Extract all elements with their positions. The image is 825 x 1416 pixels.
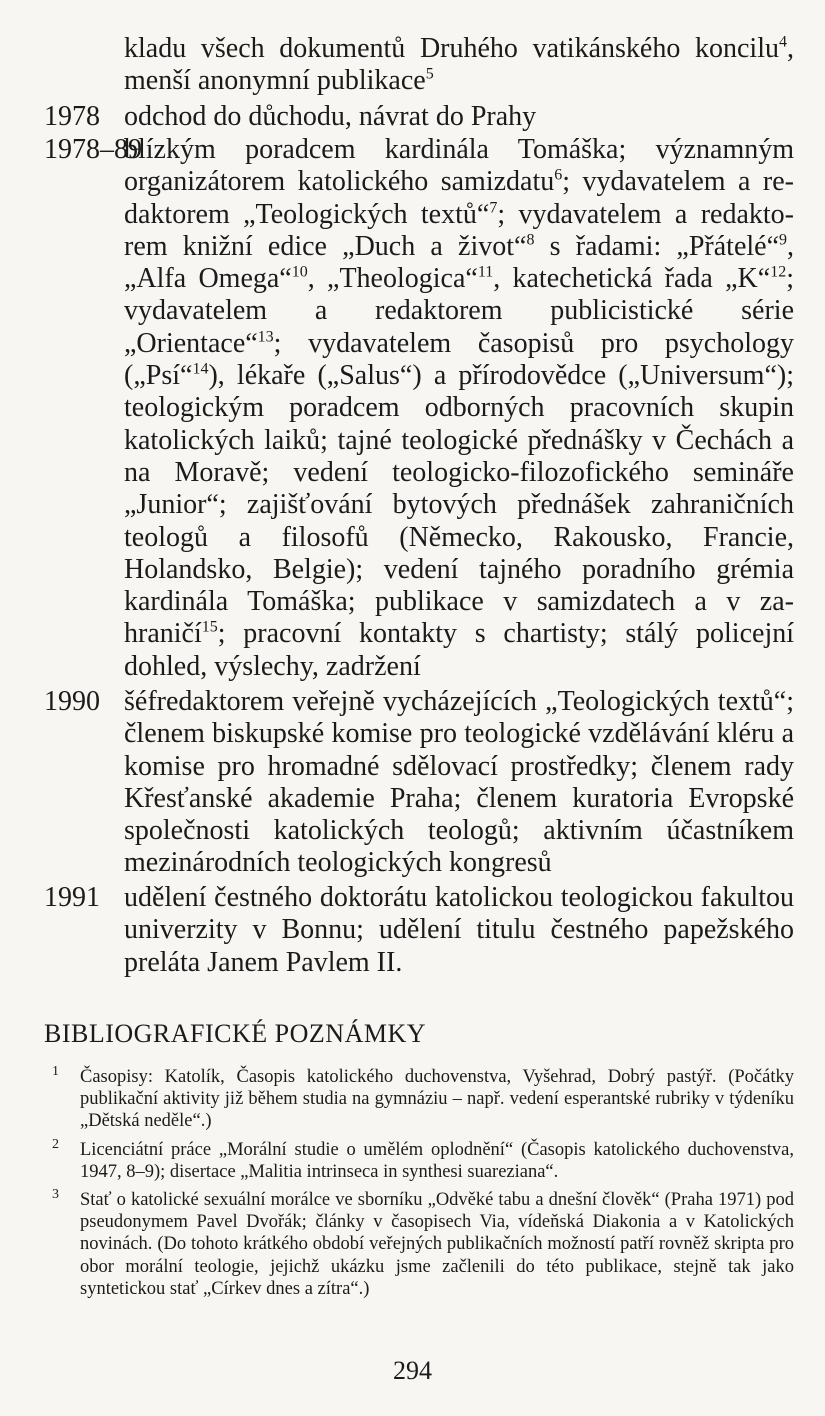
text-run: s řadami: „Přátelé“ <box>534 230 780 262</box>
note-reference: 14 <box>192 360 209 378</box>
note-reference: 7 <box>489 199 498 217</box>
footnote-text: Časopisy: Katolík, Časopis katolického duchovenstva, Vyšehrad, Dobrý pastýř. (Počátky publikační aktivity již během studia na gymnáziu – např. vedení esperantské rubriky v týdeníku „Dětská neděle“.) <box>80 1067 794 1132</box>
entry-year: 1991 <box>44 882 100 913</box>
text-run: šéfredaktorem veřejně vycházejících „Teologických textů“; členem biskupské komise pro teologické vzdělávání kléru a komise pro hromadné sdělovací prostředky; členem rady Křesťanské akademie Praha; členem kuratoria Evropské společnosti katolických teologů; aktivním účastníkem mezinárodních teologických kongresů <box>124 686 794 879</box>
note-reference: 6 <box>554 166 563 184</box>
footnote <box>52 1189 794 1300</box>
text-run: ; vydavatelem časopisů pro psychology („Psí“ <box>124 327 794 392</box>
entry-text <box>124 33 794 98</box>
note-reference: 8 <box>526 231 535 249</box>
footnotes <box>52 1066 794 1306</box>
note-reference: 9 <box>779 231 788 249</box>
note-reference: 5 <box>425 65 434 83</box>
entry-year: 1990 <box>44 686 100 717</box>
entry-text <box>124 134 794 683</box>
footnote-number: 2 <box>52 1136 59 1152</box>
text-run: udělení čestného doktorátu katolickou teologickou fakultou univerzity v Bonnu; udělení titulu čestného papežského preláta Janem Pavlem II. <box>124 882 794 978</box>
note-reference: 13 <box>257 328 274 346</box>
text-run: , „Alfa Omega“ <box>124 230 795 295</box>
entry-year: 1978 <box>44 101 100 132</box>
section-heading: BIBLIOGRAFICKÉ POZNÁMKY <box>44 1019 427 1048</box>
note-reference: 10 <box>291 263 308 281</box>
text-run: , menší anonymní publikace <box>124 33 794 97</box>
entry-year: 1978–89 <box>44 134 142 165</box>
text-run: kladu všech dokumentů Druhého vatikánského koncilu <box>124 33 779 64</box>
text-run: ; vydavatelem a redaktorem knižní edice „Duch a život“ <box>124 198 794 262</box>
footnote-number: 1 <box>52 1064 59 1079</box>
chronology-entry-1978 <box>44 101 794 133</box>
footnote <box>52 1136 794 1183</box>
note-reference: 11 <box>477 263 494 281</box>
footnote-number: 3 <box>52 1187 59 1203</box>
note-reference: 15 <box>201 619 218 637</box>
text-run: ; vydavatelem a redaktorem publicistické série „Orientace“ <box>124 263 794 359</box>
note-reference: 12 <box>770 263 787 281</box>
entry-text <box>124 686 794 880</box>
chronology-entry-continuation <box>44 33 794 98</box>
text-run: ; pracovní kontakty s chartisty; stálý policejní dohled, výslechy, zadržení <box>124 618 794 682</box>
entry-text <box>124 101 794 133</box>
footnote <box>52 1066 794 1133</box>
text-run: ; vydavatelem a redaktorem „Teologických textů“ <box>124 166 794 230</box>
note-reference: 4 <box>779 33 787 51</box>
page-number: 294 <box>393 1356 432 1385</box>
chronology-entry-1978-89 <box>44 134 794 683</box>
chronology-entry-1990 <box>44 686 794 880</box>
text-run: blízkým poradcem kardinála Tomáška; významným organizátorem katolického samizdatu <box>124 134 794 198</box>
text-run: ), lékaře („Salus“) a přírodovědce („Universum“); teologickým poradcem odborných pracovních skupin katolických laiků; tajné teologické přednášky v Čechách a na Moravě; vedení teologicko-filozofického semináře „Junior“; zajišťování bytových přednášek zahraničních teologů a filosofů (Německo, Rakousko, Francie, Holandsko, Belgie); vedení tajného poradního grémia kardinála Tomáška; publikace v samizdatech a v zahraničí <box>124 360 794 650</box>
footnote-text: Licenciátní práce „Morální studie o umělém oplodnění“ (Časopis katolického duchovenstva, 1947, 8–9); disertace „Malitia intrinseca in synthesi suareziana“. <box>80 1139 794 1182</box>
text-run: odchod do důchodu, návrat do Prahy <box>124 101 537 132</box>
entry-text <box>124 882 794 979</box>
chronology-entry-1991 <box>44 882 794 979</box>
text-run: , „Theologica“ <box>307 263 478 295</box>
footnote-text: Stať o katolické sexuální morálce ve sborníku „Odvěké tabu a dnešní člověk“ (Praha 1971) pod pseudonymem Pavel Dvořák; články v časopisech Via, vídeňská Diakonia a v Katolických novinách. (Do tohoto krátkého období veřejných publikačních možností patří rovněž skripta pro obor morální teologie, jejichž ukázku jsme začlenili do této publikace, stejně tak jako syntetickou stať „Církev dnes a zítra“.) <box>80 1190 794 1299</box>
text-run: , katechetická řada „K“ <box>493 263 771 295</box>
